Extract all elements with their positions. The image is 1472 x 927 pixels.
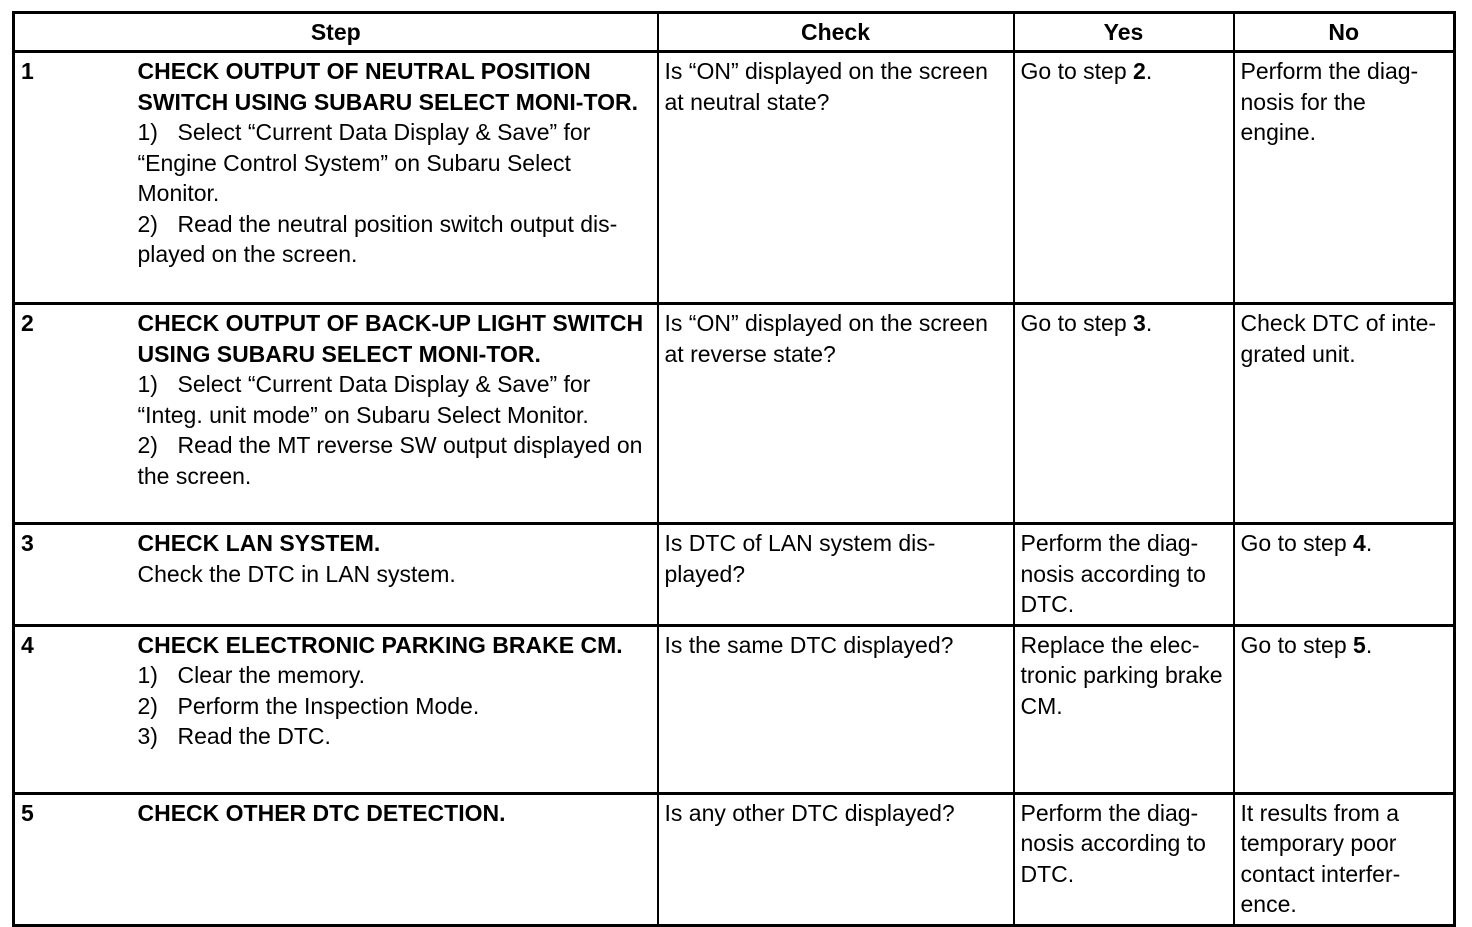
no-cell: It results from a temporary poor contact interfer-ence. [1234,793,1455,925]
substep: 2) Perform the Inspection Mode. [137,692,480,719]
no-cell: Check DTC of inte-grated unit. [1234,304,1455,524]
diagnostic-procedure-table [12,11,1456,927]
no-cell: Go to step 5. [1234,625,1455,793]
no-cell: Go to step 4. [1234,524,1455,626]
step-description [138,793,658,925]
check-cell: Is the same DTC displayed? [658,625,1014,793]
table-row [14,524,1455,626]
yes-cell: Replace the elec-tronic parking brake CM. [1014,625,1234,793]
header-check: Check [658,13,1014,52]
step-number: 4 [14,625,138,793]
table-row [14,625,1455,793]
substep: 1) Select “Current Data Display & Save” for “Integ. unit mode” on Subaru Select Monitor. [137,371,591,428]
step-description [138,304,658,524]
header-step: Step [14,13,658,52]
step-number: 5 [14,793,138,925]
yes-cell: Perform the diag-nosis according to DTC. [1014,793,1234,925]
substep: 2) Read the MT reverse SW output displayed on the screen. [137,432,643,489]
step-number: 3 [14,524,138,626]
table-header-row [14,13,1455,52]
step-title: CHECK OTHER DTC DETECTION. [137,799,506,826]
step-description [138,625,658,793]
header-yes: Yes [1014,13,1234,52]
step-number: 2 [14,304,138,524]
check-cell: Is any other DTC displayed? [658,793,1014,925]
yes-cell: Perform the diag-nosis according to DTC. [1014,524,1234,626]
step-description [138,524,658,626]
substep: 3) Read the DTC. [137,723,331,749]
step-body: Check the DTC in LAN system. [137,560,456,587]
step-title: CHECK OUTPUT OF NEUTRAL POSITION SWITCH USING SUBARU SELECT MONI-TOR. [137,58,638,115]
step-title: CHECK ELECTRONIC PARKING BRAKE CM. [137,631,623,658]
no-cell: Perform the diag-nosis for the engine. [1234,52,1455,304]
table-row [14,304,1455,524]
table-row [14,793,1455,925]
header-no: No [1234,13,1455,52]
step-title: CHECK LAN SYSTEM. [137,530,381,556]
yes-cell: Go to step 3. [1014,304,1234,524]
check-cell: Is “ON” displayed on the screen at neutral state? [658,52,1014,304]
substep: 1) Select “Current Data Display & Save” for “Engine Control System” on Subaru Select Monitor. [137,119,591,206]
table-row [14,52,1455,304]
step-title: CHECK OUTPUT OF BACK-UP LIGHT SWITCH USING SUBARU SELECT MONI-TOR. [137,310,644,367]
check-cell: Is DTC of LAN system dis-played? [658,524,1014,626]
step-number: 1 [14,52,138,304]
substep: 1) Clear the memory. [137,662,365,688]
yes-cell: Go to step 2. [1014,52,1234,304]
step-description [138,52,658,304]
check-cell: Is “ON” displayed on the screen at reverse state? [658,304,1014,524]
substep: 2) Read the neutral position switch output dis-played on the screen. [137,210,618,267]
